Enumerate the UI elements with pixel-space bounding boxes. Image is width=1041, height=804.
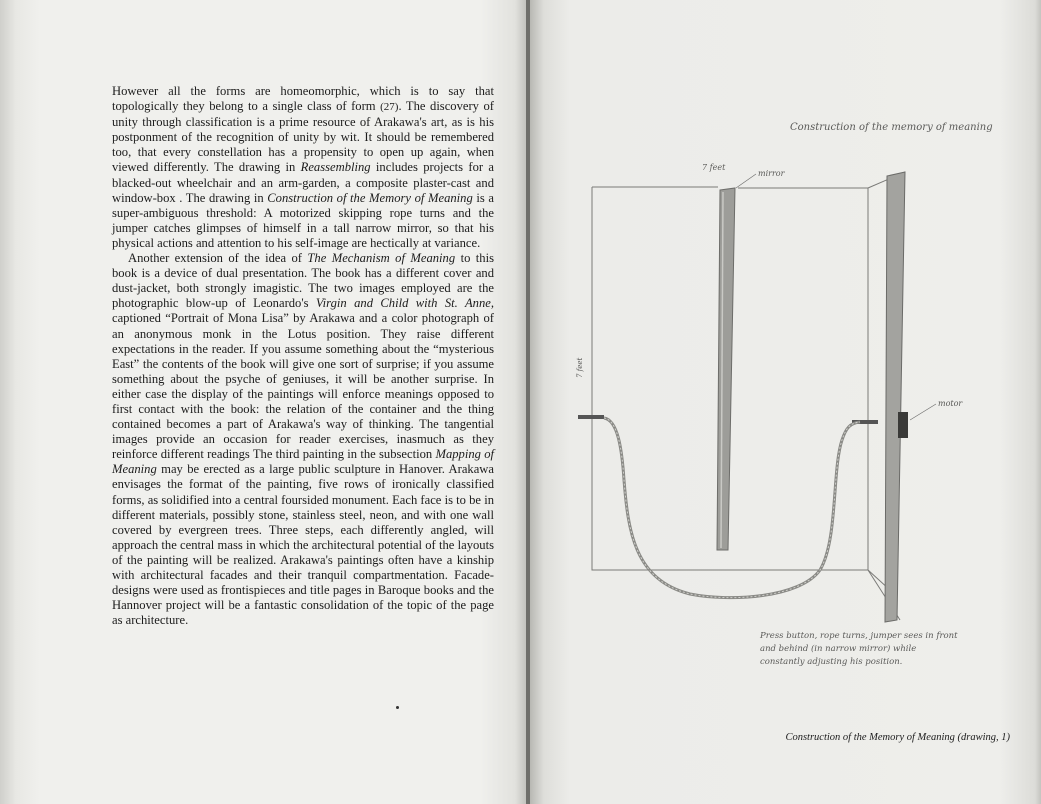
drawing-svg xyxy=(560,110,1020,710)
rope-handle-left xyxy=(578,415,604,419)
italic-title: Virgin and Child with St. Anne, xyxy=(315,296,494,311)
motor xyxy=(898,412,908,438)
ink-speck xyxy=(396,706,399,709)
italic-title: Construction of the Memory of Meaning xyxy=(267,190,473,205)
body-text xyxy=(112,84,494,628)
label-7-feet: 7 feet xyxy=(702,163,726,172)
note-line-3: constantly adjusting his position. xyxy=(760,657,903,667)
paragraph-1: However all the forms are homeomorphic, which is to say that topologically they belong to a single class of form (27). The discovery of unity through classification is a prime resource of Arakawa's art, as is his postponment of the recognition of unity by wit. It should be remembered too, that every constellation has a propensity to open up again, when viewed differently. The drawing in Reassembling includes projects for a blacked-out wheelchair and an arm-garden, a composite plaster-cast and window-box . The drawing in Construction of the Memory of Meaning is a super-ambiguous threshold: A motorized skipping rope turns and the jumper catches glimpses of himself in a tall narrow mirror, so that his physical actions and attention to his self-image are hectically at variance. xyxy=(112,84,494,250)
note-line-2: and behind (in narrow mirror) while xyxy=(760,644,917,654)
paragraph-2: Another extension of the idea of The Mechanism of Meaning to this book is a device of dual presentation. The book has a different cover and dust-jacket, both strongly imagistic. The two images employed are the photographic blow-up of Leonardo's Virgin and Child with St. Anne, captioned “Portrait of Mona Lisa” by Arakawa and a color photograph of an anonymous monk in the Lotus position. They raise different expectations in the reader. If you assume something about the “mysterious East” the contents of the book will give one sort of surprise; if you assume something about the psyche of geniuses, it will be another surprise. In either case the display of the paintings will enforce meanings opposed to first contact with the book: the relation of the container and the thing contained becomes a part of Arakawa's way of thinking. The tangential images provide an occasion for reader exercises, inasmuch as they reinforce different readings The third painting in the subsection Mapping of Meaning may be erected as a large public sculpture in Hanover. Arakawa envisages the format of the painting, five rows of ironically classified forms, as solidified into a central foursided monument. Each face is to be in different materials, possibly stone, stainless steel, neon, and with one wall covered by evergreen trees. Three steps, each differently angled, will approach the central mass in which the architectural potential of the layouts of the painting will be realized. Arakawa's paintings often have a kinship with architectural facades and their tranquil compartmentation. Facade-designs were used as frontispieces and title pages in Baroque books and the Hannover project will be a fantastic consolidation of the topic of the page as architecture. xyxy=(112,251,494,628)
italic-title: The Mechanism of Meaning xyxy=(307,251,456,266)
italic-title: Reassembling xyxy=(300,160,371,175)
label-motor: motor xyxy=(938,399,963,408)
reference-number: (27) xyxy=(380,101,399,114)
skipping-rope xyxy=(604,418,860,598)
label-mirror: mirror xyxy=(758,169,785,178)
pencil-drawing xyxy=(560,110,1020,710)
label-height: 7 feet xyxy=(576,357,584,378)
drawing-title-note: Construction of the memory of meaning xyxy=(790,122,993,133)
note-line-1: Press button, rope turns, jumper sees in front xyxy=(760,631,958,641)
narrow-mirror xyxy=(717,188,735,550)
italic-title: Mapping of Meaning xyxy=(112,447,494,477)
motor-post xyxy=(885,172,905,622)
figure-caption: Construction of the Memory of Meaning (drawing, 1) xyxy=(785,732,1010,743)
